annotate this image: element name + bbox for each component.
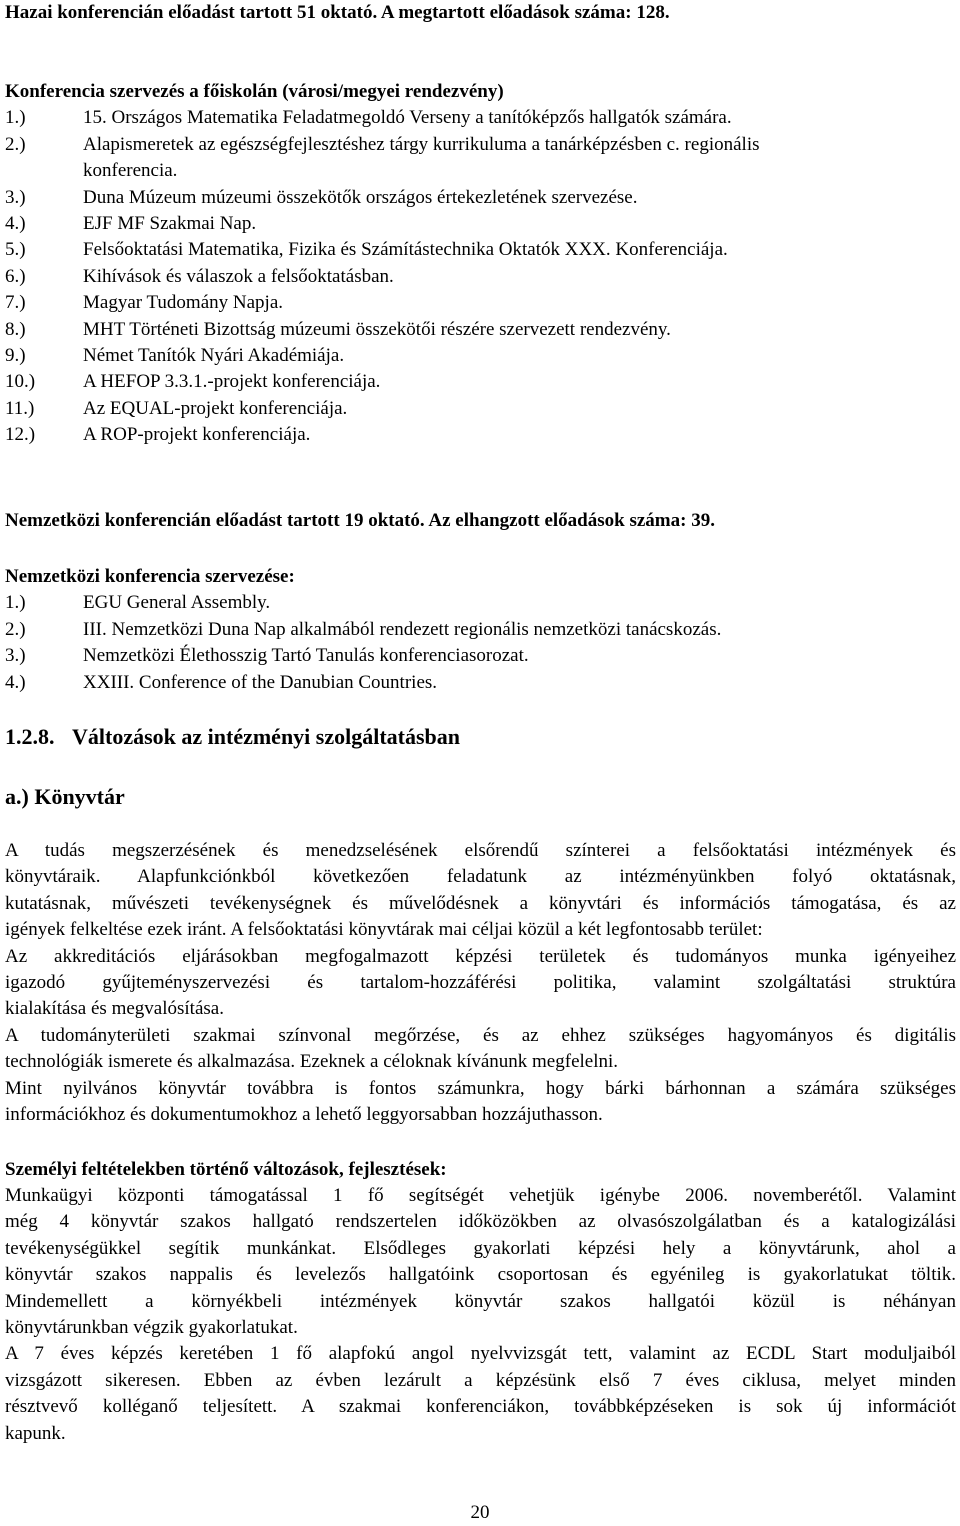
list-item-number: 11.) [5, 397, 35, 419]
paragraph-line: Mindemellett a környékbeli intézmények könyvtár szakos hallgatói közül is néhányan [5, 1290, 956, 1312]
list-item-number: 4.) [5, 212, 26, 234]
list-item [5, 670, 956, 696]
paragraph-line: vizsgázott sikeresen. Ebben az évben lezárult a képzésünk első 7 éves ciklusa, melyet minden [5, 1369, 956, 1391]
list-item-number: 12.) [5, 424, 36, 446]
list-item-number: 2.) [5, 618, 26, 640]
list-item-text: EGU General Assembly. [83, 592, 271, 614]
list-item-number: 10.) [5, 371, 36, 393]
paragraph-line: kialakítása és megvalósítása. [5, 998, 224, 1020]
list-item [5, 422, 956, 448]
list-item [5, 185, 956, 211]
paragraph-line: tevékenységükkel segítik munkánkat. Elsődleges gyakorlati képzési hely a könyvtárunk, ahol a [5, 1237, 956, 1259]
section-title: Változások az intézményi szolgáltatásban [72, 724, 461, 749]
list-item-number: 6.) [5, 265, 26, 287]
list-item-text: EJF MF Szakmai Nap. [83, 212, 257, 234]
paragraph-line: könyvtáraik. Alapfunkciónkból következően feladatunk az intézményünkben folyó oktatásnak, [5, 866, 956, 888]
list-item-number: 3.) [5, 186, 26, 208]
domestic-conference-section [5, 79, 956, 448]
list-item [5, 643, 956, 669]
list-item [5, 264, 956, 290]
list-item-number: 9.) [5, 344, 26, 366]
list-item-number: 1.) [5, 107, 26, 129]
paragraph-line: könyvtár szakos nappalis és levelezős hallgatóink csoportosan és egyénileg is gyakorlatukat töltik. [5, 1264, 956, 1286]
paragraph-line: A tudományterületi szakmai színvonal megőrzése, és az ehhez szükséges hagyományos és digitális [5, 1024, 956, 1046]
paragraph-line: információkhoz és dokumentumokhoz a lehető leggyorsabban hozzájuthasson. [5, 1103, 603, 1125]
paragraph-line: könyvtárunkban végzik gyakorlatukat. [5, 1316, 298, 1338]
paragraph-line: technológiák ismerete és alkalmazása. Ezeknek a céloknak kívánunk megfelelni. [5, 1051, 619, 1073]
list-item-text: XXIII. Conference of the Danubian Countries. [83, 671, 438, 693]
list-item-text: Magyar Tudomány Napja. [83, 292, 284, 314]
list-item-text: Az EQUAL-projekt konferenciája. [83, 397, 348, 419]
list-item-number: 5.) [5, 239, 26, 261]
paragraph-line: Munkaügyi központi támogatással 1 fő segítségét vehetjük igénybe 2006. novemberétől. Valamint [5, 1185, 956, 1206]
list-item-number: 1.) [5, 592, 26, 614]
list-item-text: Német Tanítók Nyári Akadémiája. [83, 344, 345, 366]
paragraph-line: Az akkreditációs eljárásokban megfogalmazott képzési területek és tudományos munka igényeihez [5, 945, 956, 967]
list-item-text: A ROP-projekt konferenciája. [83, 424, 311, 446]
top-heading: Hazai konferencián előadást tartott 51 oktató. A megtartott előadások száma: 128. [5, 2, 670, 23]
section-heading [5, 724, 460, 750]
list-item-text: 15. Országos Matematika Feladatmegoldó Verseny a tanítóképzős hallgatók számára. [83, 107, 732, 129]
list-item-number: 2.) [5, 133, 26, 155]
personnel-heading: Személyi feltételekben történő változások, fejlesztések: [5, 1159, 447, 1180]
list-item [5, 105, 956, 131]
international-talks-heading: Nemzetközi konferencián előadást tartott 19 oktató. Az elhangzott előadások száma: 39. [5, 510, 715, 531]
section-number: 1.2.8. [5, 724, 55, 749]
list-item-number: 7.) [5, 292, 26, 314]
list-item-text: Alapismeretek az egészségfejlesztéshez tárgy kurrikuluma a tanárképzésben c. regionális [83, 133, 760, 155]
list-item [5, 396, 956, 422]
list-item-text: A HEFOP 3.3.1.-projekt konferenciája. [83, 371, 381, 393]
paragraph-line: Mint nyilvános könyvtár továbbra is fontos számunkra, hogy bárki bárhonnan a számára szükséges [5, 1077, 956, 1099]
paragraph-line: még 4 könyvtár szakos hallgató rendszertelen időközökben az olvasószolgálatban és a katalogizálási [5, 1211, 956, 1233]
paragraph-line: igazodó gyűjteményszervezési és tartalom-hozzáférési politika, valamint szolgáltatási struktúra [5, 971, 956, 993]
international-heading: Nemzetközi konferencia szervezése: [5, 566, 295, 587]
list-item-text: Nemzetközi Élethosszig Tartó Tanulás konferenciasorozat. [83, 645, 529, 667]
list-item [5, 211, 956, 237]
list-item [5, 369, 956, 395]
list-item [5, 237, 956, 263]
international-list [5, 590, 956, 696]
subsection-heading: a.) Könyvtár [5, 784, 125, 809]
list-item-number: 8.) [5, 318, 26, 340]
paragraph-line: A 7 éves képzés keretében 1 fő alapfokú angol nyelvvizsgát tett, valamint az ECDL Start moduljaiból [5, 1343, 956, 1365]
domestic-heading: Konferencia szervezés a főiskolán (városi/megyei rendezvény) [5, 81, 504, 102]
list-item-continuation: konferencia. [83, 160, 178, 182]
list-item-text: Kihívások és válaszok a felsőoktatásban. [83, 265, 394, 287]
paragraph-line: A tudás megszerzésének és menedzselésének elsőrendű színterei a felsőoktatási intézmények és [5, 840, 956, 861]
paragraph-line: résztvevő kolléganő teljesített. A szakmai konferenciákon, továbbképzéseken is sok új információt [5, 1396, 956, 1418]
list-item-text: MHT Történeti Bizottság múzeumi összekötői részére szervezett rendezvény. [83, 318, 671, 340]
library-paragraph [5, 838, 956, 1128]
list-item-text: III. Nemzetközi Duna Nap alkalmából rendezett regionális nemzetközi tanácskozás. [83, 618, 722, 640]
list-item-text: Duna Múzeum múzeumi összekötők országos értekezletének szervezése. [83, 186, 638, 208]
list-item-number: 3.) [5, 645, 26, 667]
domestic-list [5, 105, 956, 448]
paragraph-line: kapunk. [5, 1422, 66, 1444]
paragraph-line: igények felkeltése ezek iránt. A felsőoktatási könyvtárak mai céljai közül a két legfontosabb terület: [5, 919, 763, 941]
list-item-number: 4.) [5, 671, 26, 693]
list-item [5, 290, 956, 316]
list-item [5, 617, 956, 643]
list-item [5, 132, 956, 158]
personnel-paragraph [5, 1183, 956, 1447]
list-item [5, 590, 956, 616]
list-item-text: Felsőoktatási Matematika, Fizika és Számítástechnika Oktatók XXX. Konferenciája. [83, 239, 728, 261]
list-item [5, 343, 956, 369]
international-conference-section [5, 564, 956, 696]
list-item [5, 317, 956, 343]
page-number: 20 [470, 1502, 490, 1523]
paragraph-line: kutatásnak, művészeti tevékenységnek és művelődésnek a könyvtári és információs támogatása, és az [5, 892, 956, 914]
